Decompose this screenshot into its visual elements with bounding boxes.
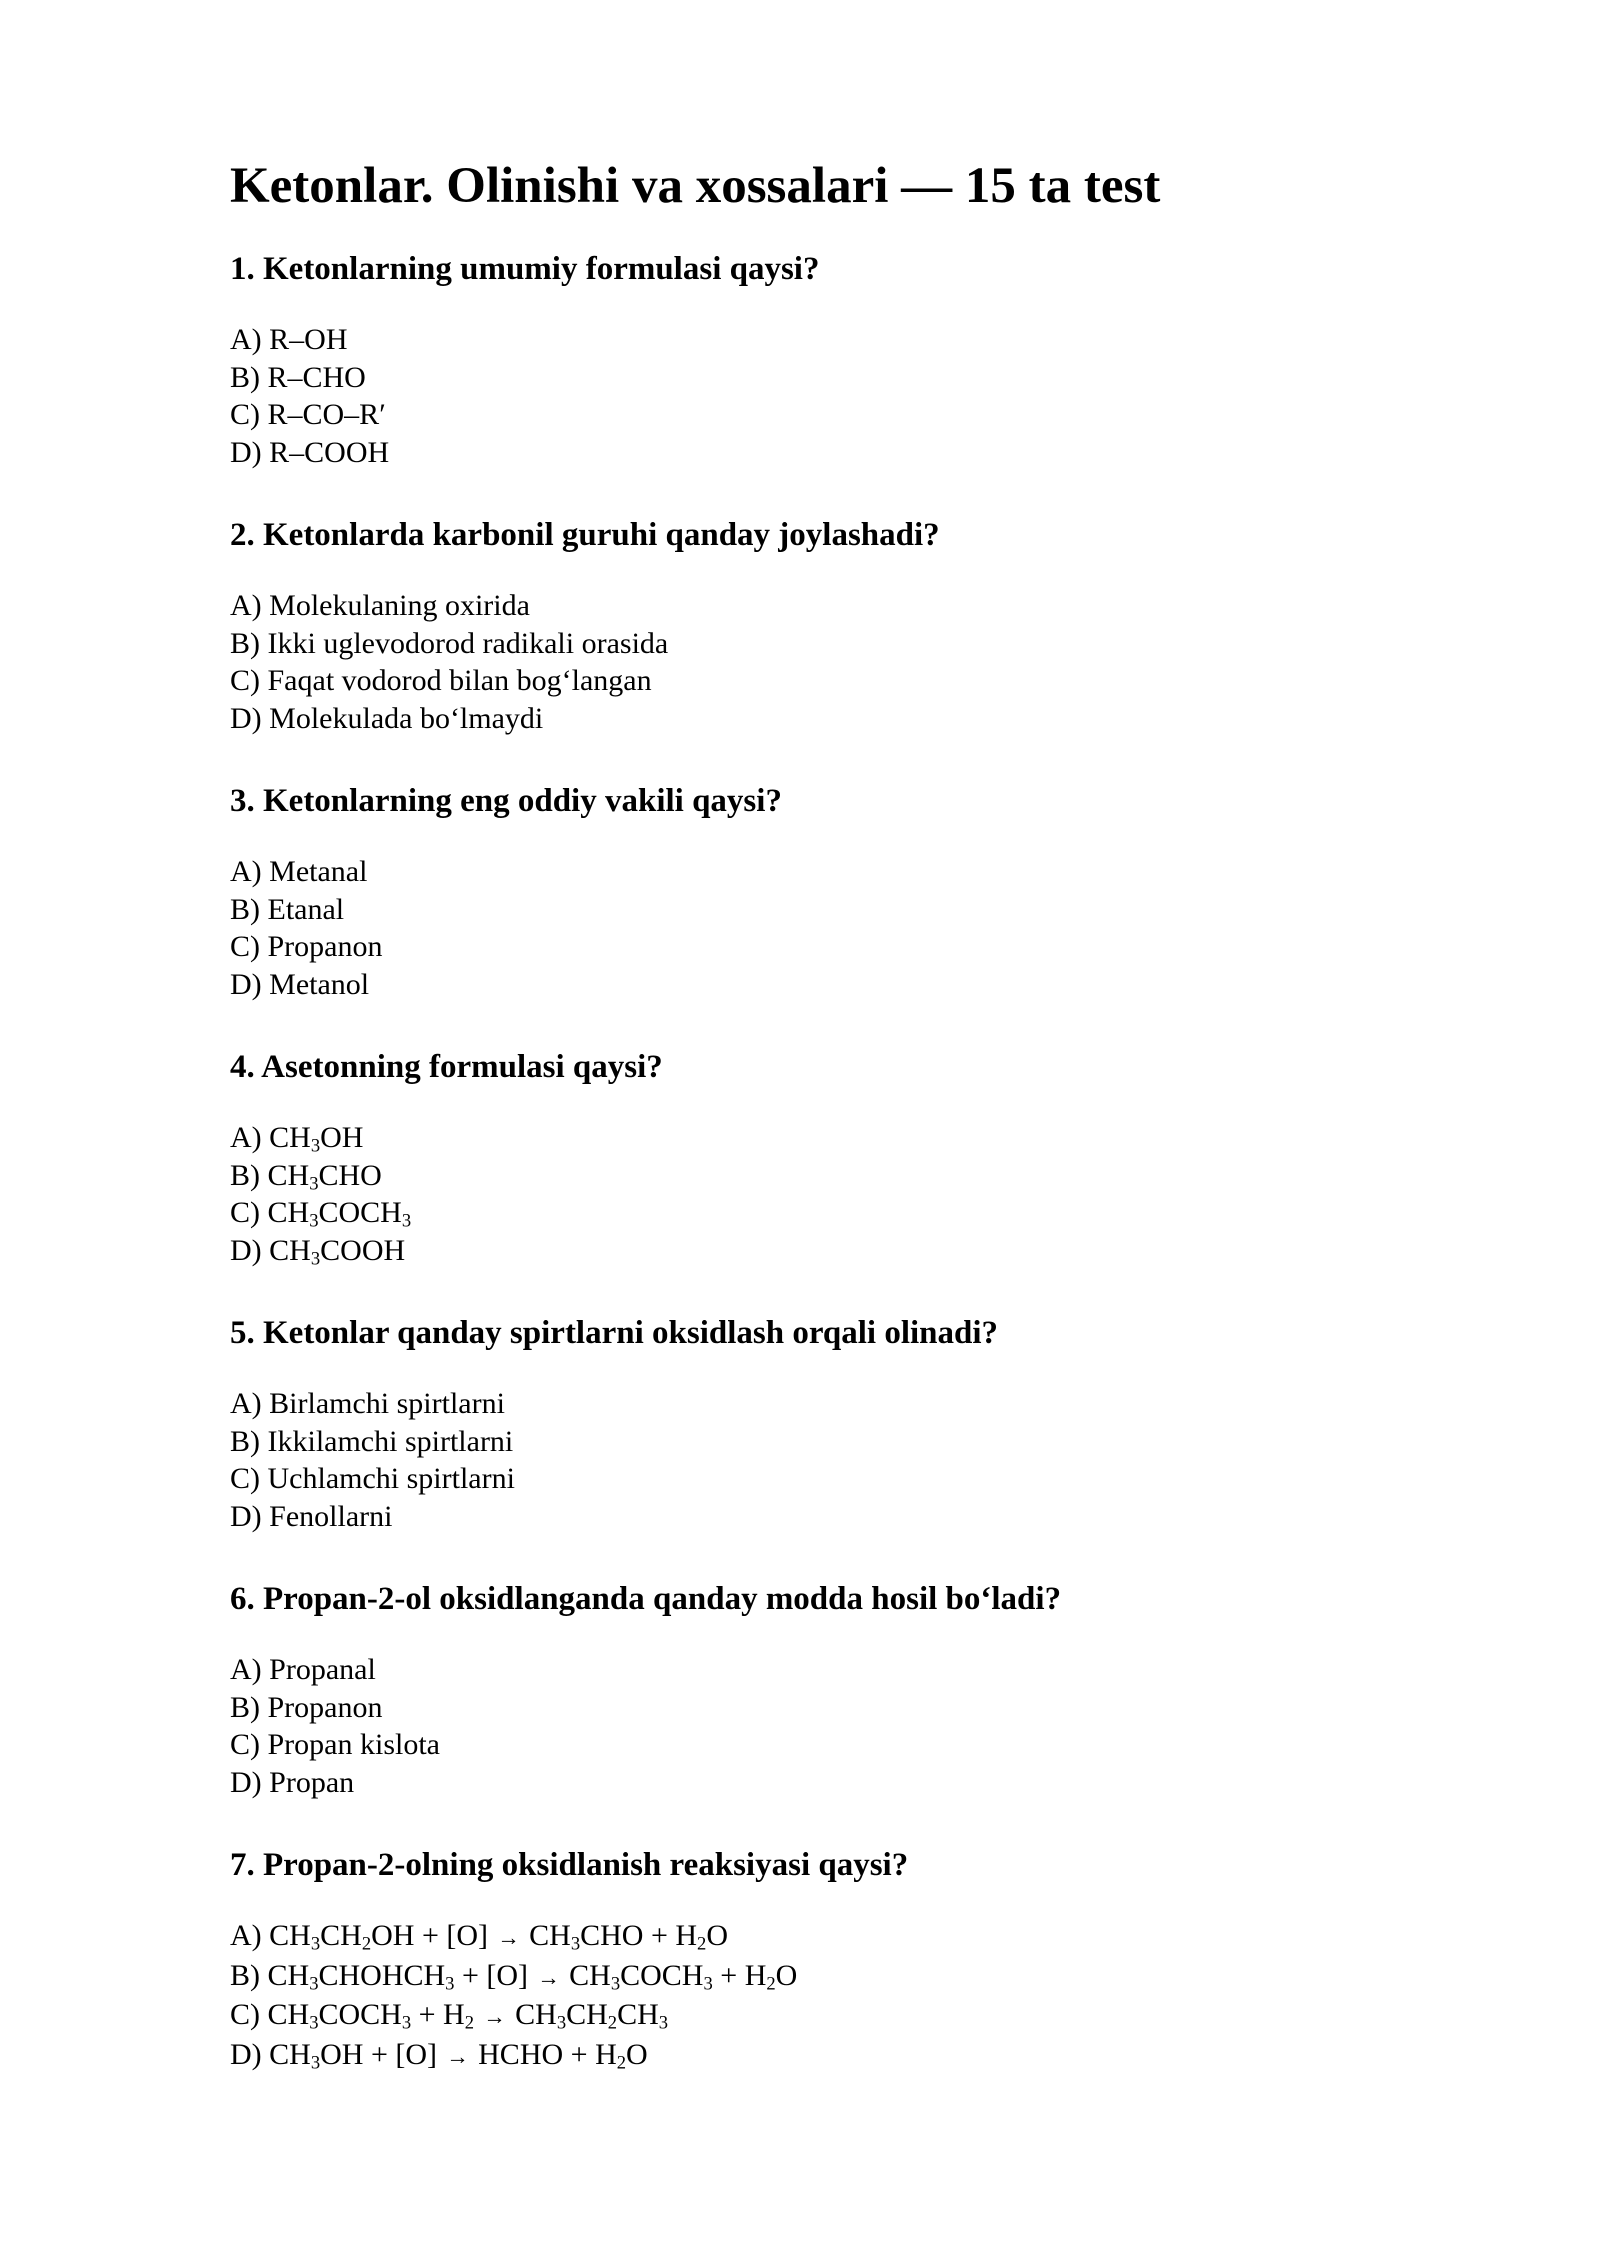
option-text: A) Molekulaning oxirida	[230, 589, 530, 622]
question-title: 6. Propan-2-ol oksidlanganda qanday modda hosil bo‘ladi?	[230, 1581, 1062, 1617]
answer-option	[230, 1157, 1430, 1195]
option-text	[474, 1998, 482, 2031]
option-text: B) Ikkilamchi spirtlarni	[230, 1424, 514, 1458]
question-title: 2. Ketonlarda karbonil guruhi qanday joylashadi?	[230, 517, 940, 553]
reaction-arrow: →	[483, 2004, 506, 2029]
question-block	[230, 1310, 1430, 1535]
option-text: C) R–CO–R′	[230, 398, 386, 431]
answer-option	[230, 966, 1430, 1004]
subscript-digit: 2	[697, 1933, 707, 1955]
answer-option	[230, 891, 1430, 929]
answer-option	[230, 1385, 1430, 1423]
option-text: A) CH	[230, 1919, 311, 1952]
option-text: A) CH	[230, 1121, 311, 1154]
option-text: B) Etanal	[230, 892, 345, 926]
option-text: C) CH	[230, 1998, 310, 2031]
question-block	[230, 246, 1430, 471]
answer-options	[230, 1917, 1430, 2075]
answer-option	[230, 1498, 1430, 1536]
answer-option	[230, 359, 1430, 397]
option-text: COCH	[318, 1196, 402, 1229]
answer-option	[230, 662, 1430, 700]
option-text: C) Faqat vodorod bilan bog‘langan	[230, 664, 652, 697]
question-block	[230, 778, 1430, 1003]
option-text: A) R–OH	[230, 323, 348, 356]
option-text: C) Uchlamchi spirtlarni	[230, 1462, 515, 1495]
option-text: A) Metanal	[230, 855, 368, 888]
option-text: D) R–COOH	[230, 435, 390, 469]
answer-option	[230, 396, 1430, 434]
option-text: C) CH	[230, 1196, 310, 1229]
option-text: CHO + H	[580, 1919, 698, 1952]
document-title: Ketonlar. Olinishi va xossalari — 15 ta test	[230, 158, 1161, 214]
subscript-digit: 2	[616, 2052, 627, 2074]
answer-options	[230, 1651, 1430, 1801]
subscript-digit: 3	[703, 1973, 713, 1995]
option-text: D) Propan	[230, 1765, 355, 1799]
option-text: + H	[411, 1998, 465, 2031]
subscript-digit: 3	[610, 1973, 621, 1995]
option-text: COOH	[320, 1233, 406, 1267]
option-text: CH	[507, 1998, 557, 2031]
subscript-digit: 3	[556, 2012, 567, 2034]
option-text: HCHO + H	[470, 2037, 617, 2071]
answer-options	[230, 321, 1430, 471]
answer-option	[230, 1194, 1430, 1232]
subscript-digit: 3	[310, 1933, 321, 1955]
subscript-digit: 3	[309, 1173, 319, 1195]
subscript-digit: 3	[309, 1973, 319, 1995]
answer-option	[230, 1957, 1430, 1997]
answer-option	[230, 1764, 1430, 1802]
answer-option	[230, 700, 1430, 738]
option-text: COCH	[318, 1998, 402, 2031]
option-text: O	[626, 2037, 648, 2071]
option-text: C) Propanon	[230, 930, 383, 963]
option-text: CH	[561, 1958, 611, 1992]
answer-option	[230, 928, 1430, 966]
answer-option	[230, 321, 1430, 359]
question-block	[230, 1576, 1430, 1801]
option-text: OH + [O]	[371, 1919, 496, 1952]
option-text: CHOHCH	[318, 1958, 446, 1992]
option-text: D) CH	[230, 1233, 311, 1267]
answer-option	[230, 1651, 1430, 1689]
subscript-digit: 3	[658, 2012, 669, 2034]
question-title: 4. Asetonning formulasi qaysi?	[230, 1049, 663, 1085]
option-text: B) CH	[230, 1958, 310, 1992]
answer-options	[230, 1119, 1430, 1269]
option-text: D) CH	[230, 2037, 311, 2071]
option-text: CH	[521, 1919, 571, 1952]
option-text: A) Propanal	[230, 1653, 376, 1686]
reaction-arrow: →	[497, 1925, 520, 1950]
subscript-digit: 3	[309, 2012, 319, 2034]
question-title: 7. Propan-2-olning oksidlanish reaksiyasi qaysi?	[230, 1847, 909, 1883]
reaction-arrow: →	[537, 1964, 560, 1990]
reaction-arrow: →	[446, 2043, 469, 2069]
answer-option	[230, 2036, 1430, 2076]
question-list	[230, 246, 1430, 2075]
answer-option	[230, 853, 1430, 891]
answer-option	[230, 1423, 1430, 1461]
option-text: B) CH	[230, 1158, 310, 1192]
answer-option	[230, 1460, 1430, 1498]
option-text: OH + [O]	[320, 2037, 445, 2071]
subscript-digit: 3	[401, 2012, 412, 2034]
option-text: A) Birlamchi spirtlarni	[230, 1387, 505, 1420]
subscript-digit: 3	[401, 1210, 412, 1232]
question-block	[230, 512, 1430, 737]
subscript-digit: 3	[309, 1210, 319, 1232]
subscript-digit: 3	[310, 1135, 321, 1157]
answer-option	[230, 625, 1430, 663]
answer-option	[230, 1917, 1430, 1957]
subscript-digit: 2	[361, 1933, 372, 1955]
subscript-digit: 3	[310, 1248, 321, 1270]
answer-option	[230, 1996, 1430, 2036]
option-text: CHO	[318, 1158, 382, 1192]
subscript-digit: 2	[766, 1973, 776, 1995]
question-block	[230, 1044, 1430, 1269]
question-title: 3. Ketonlarning eng oddiy vakili qaysi?	[230, 783, 782, 819]
subscript-digit: 3	[445, 1973, 455, 1995]
option-text: D) Metanol	[230, 967, 370, 1001]
subscript-digit: 2	[607, 2012, 618, 2034]
subscript-digit: 3	[570, 1933, 581, 1955]
option-text: CH	[320, 1919, 362, 1952]
question-title: 5. Ketonlar qanday spirtlarni oksidlash orqali olinadi?	[230, 1315, 999, 1351]
option-text: B) Ikki uglevodorod radikali orasida	[230, 626, 669, 660]
option-text: D) Molekulada bo‘lmaydi	[230, 701, 544, 735]
answer-option	[230, 1119, 1430, 1157]
option-text: D) Fenollarni	[230, 1499, 393, 1533]
subscript-digit: 3	[310, 2052, 321, 2074]
answer-options	[230, 1385, 1430, 1535]
option-text: CH	[566, 1998, 608, 2031]
option-text: O	[775, 1958, 798, 1992]
option-text: CH	[617, 1998, 659, 2031]
answer-option	[230, 1689, 1430, 1727]
question-title: 1. Ketonlarning umumiy formulasi qaysi?	[230, 251, 820, 287]
option-text: COCH	[620, 1958, 704, 1992]
answer-option	[230, 434, 1430, 472]
option-text: + [O]	[454, 1958, 536, 1992]
option-text: B) Propanon	[230, 1690, 383, 1724]
option-text: O	[706, 1919, 729, 1952]
subscript-digit: 2	[464, 2012, 475, 2034]
answer-option	[230, 1726, 1430, 1764]
option-text: OH	[320, 1121, 364, 1154]
answer-options	[230, 587, 1430, 737]
option-text: C) Propan kislota	[230, 1728, 440, 1761]
option-text: + H	[712, 1958, 767, 1992]
option-text: B) R–CHO	[230, 360, 366, 394]
question-block	[230, 1842, 1430, 2075]
answer-option	[230, 1232, 1430, 1270]
answer-options	[230, 853, 1430, 1003]
answer-option	[230, 587, 1430, 625]
document-page	[230, 150, 1430, 2075]
